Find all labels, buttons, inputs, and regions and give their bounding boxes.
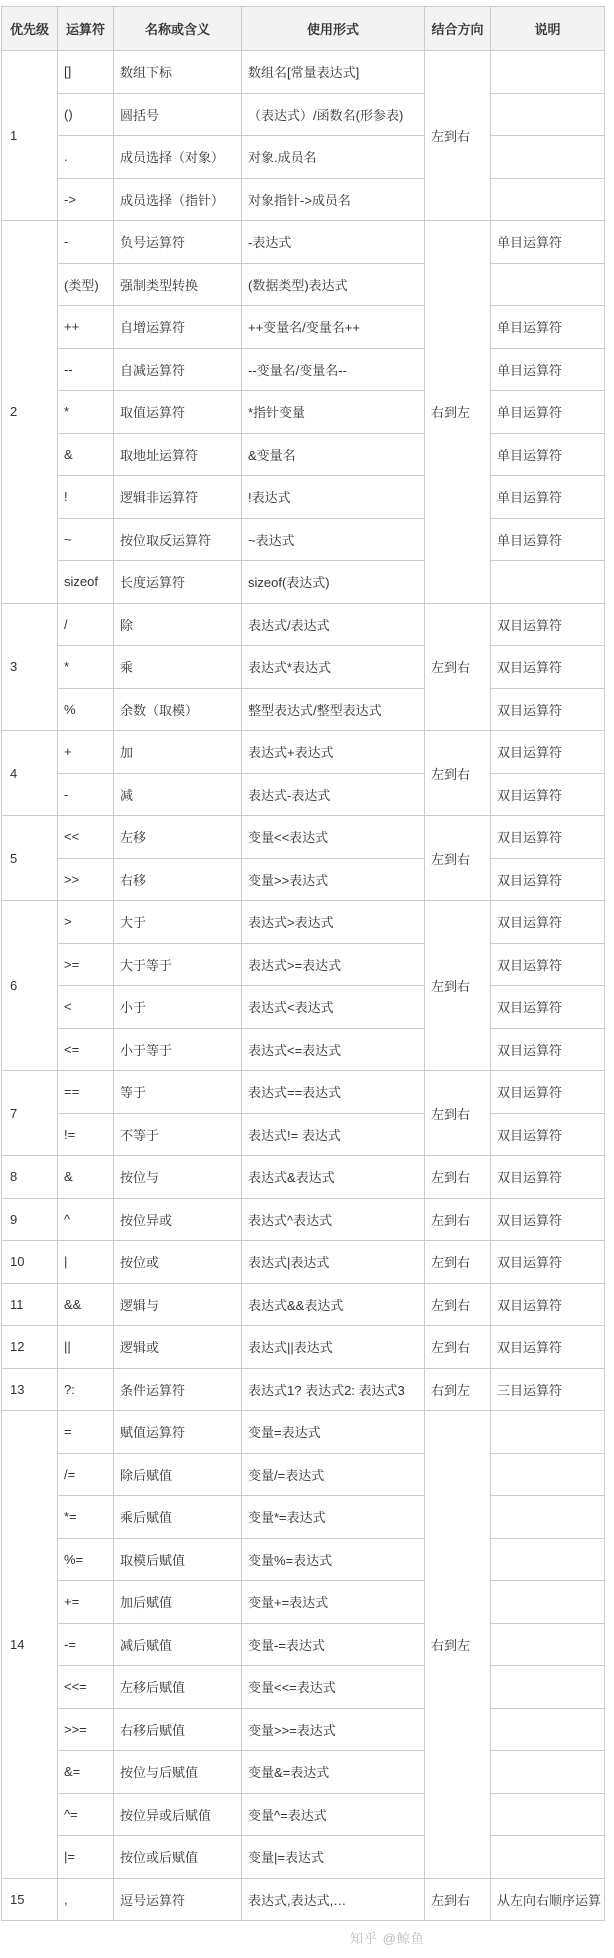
operator-precedence-table [1, 6, 605, 1921]
table-row [2, 1241, 605, 1284]
note-cell: 单目运算符 [491, 518, 605, 561]
table-row [2, 1751, 605, 1794]
table-row [2, 561, 605, 604]
usage-cell: 变量>>=表达式 [242, 1708, 425, 1751]
usage-cell: 变量<<=表达式 [242, 1666, 425, 1709]
table-row [2, 1028, 605, 1071]
usage-cell: 表达式|表达式 [242, 1241, 425, 1284]
name-cell: 强制类型转换 [114, 263, 242, 306]
table-row [2, 1453, 605, 1496]
name-cell: 右移 [114, 858, 242, 901]
note-cell: 双目运算符 [491, 688, 605, 731]
associativity-cell: 左到右 [425, 603, 491, 731]
note-cell: 双目运算符 [491, 1198, 605, 1241]
table-row [2, 51, 605, 94]
note-cell: 双目运算符 [491, 986, 605, 1029]
usage-cell: 表达式!= 表达式 [242, 1113, 425, 1156]
name-cell: 负号运算符 [114, 221, 242, 264]
operator-cell: & [58, 1156, 114, 1199]
name-cell: 自增运算符 [114, 306, 242, 349]
note-cell: 双目运算符 [491, 1113, 605, 1156]
table-row [2, 1708, 605, 1751]
priority-cell: 3 [2, 603, 58, 731]
note-cell [491, 1836, 605, 1879]
usage-cell: &变量名 [242, 433, 425, 476]
table-row [2, 773, 605, 816]
header-associativity: 结合方向 [425, 7, 491, 51]
table-row [2, 858, 605, 901]
header-priority: 优先级 [2, 7, 58, 51]
operator-cell: >> [58, 858, 114, 901]
operator-cell: sizeof [58, 561, 114, 604]
operator-cell: << [58, 816, 114, 859]
note-cell: 双目运算符 [491, 901, 605, 944]
name-cell: 条件运算符 [114, 1368, 242, 1411]
usage-cell: 表达式-表达式 [242, 773, 425, 816]
operator-cell: |= [58, 1836, 114, 1879]
table-row [2, 1326, 605, 1369]
usage-cell: 表达式||表达式 [242, 1326, 425, 1369]
usage-cell: 变量-=表达式 [242, 1623, 425, 1666]
note-cell [491, 1666, 605, 1709]
priority-cell: 13 [2, 1368, 58, 1411]
operator-cell: /= [58, 1453, 114, 1496]
name-cell: 大于等于 [114, 943, 242, 986]
operator-cell: += [58, 1581, 114, 1624]
associativity-cell: 左到右 [425, 816, 491, 901]
name-cell: 逻辑或 [114, 1326, 242, 1369]
usage-cell: 变量=表达式 [242, 1411, 425, 1454]
name-cell: 等于 [114, 1071, 242, 1114]
associativity-cell: 左到右 [425, 1326, 491, 1369]
operator-cell: <= [58, 1028, 114, 1071]
note-cell [491, 136, 605, 179]
table-row [2, 816, 605, 859]
priority-cell: 2 [2, 221, 58, 604]
associativity-cell: 左到右 [425, 1241, 491, 1284]
usage-cell: 表达式>表达式 [242, 901, 425, 944]
name-cell: 小于 [114, 986, 242, 1029]
usage-cell: 表达式&表达式 [242, 1156, 425, 1199]
table-body [2, 51, 605, 1921]
note-cell [491, 1708, 605, 1751]
operator-cell: ^ [58, 1198, 114, 1241]
table-row [2, 603, 605, 646]
table-row [2, 391, 605, 434]
note-cell [491, 1453, 605, 1496]
note-cell [491, 51, 605, 94]
operator-cell: + [58, 731, 114, 774]
name-cell: 成员选择（对象） [114, 136, 242, 179]
table-row [2, 1538, 605, 1581]
note-cell: 双目运算符 [491, 1326, 605, 1369]
note-cell [491, 1496, 605, 1539]
operator-cell: >>= [58, 1708, 114, 1751]
table-row [2, 263, 605, 306]
priority-cell: 6 [2, 901, 58, 1071]
operator-cell: [] [58, 51, 114, 94]
name-cell: 除 [114, 603, 242, 646]
name-cell: 不等于 [114, 1113, 242, 1156]
usage-cell: ~表达式 [242, 518, 425, 561]
name-cell: 按位异或后赋值 [114, 1793, 242, 1836]
table-row [2, 1113, 605, 1156]
operator-cell: * [58, 391, 114, 434]
table-row [2, 1793, 605, 1836]
note-cell: 双目运算符 [491, 731, 605, 774]
operator-cell: (类型) [58, 263, 114, 306]
operator-cell: -= [58, 1623, 114, 1666]
priority-cell: 12 [2, 1326, 58, 1369]
table-row [2, 136, 605, 179]
name-cell: 小于等于 [114, 1028, 242, 1071]
operator-cell: *= [58, 1496, 114, 1539]
note-cell: 双目运算符 [491, 1283, 605, 1326]
note-cell: 单目运算符 [491, 476, 605, 519]
usage-cell: 表达式<表达式 [242, 986, 425, 1029]
associativity-cell: 左到右 [425, 1198, 491, 1241]
table-row [2, 433, 605, 476]
table-row [2, 688, 605, 731]
note-cell: 单目运算符 [491, 391, 605, 434]
note-cell: 单目运算符 [491, 433, 605, 476]
table-row [2, 1623, 605, 1666]
operator-cell: = [58, 1411, 114, 1454]
usage-cell: 表达式*表达式 [242, 646, 425, 689]
note-cell [491, 1793, 605, 1836]
operator-cell: ! [58, 476, 114, 519]
name-cell: 加 [114, 731, 242, 774]
name-cell: 按位异或 [114, 1198, 242, 1241]
associativity-cell: 左到右 [425, 731, 491, 816]
usage-cell: 对象指针->成员名 [242, 178, 425, 221]
priority-cell: 11 [2, 1283, 58, 1326]
operator-cell: % [58, 688, 114, 731]
note-cell: 双目运算符 [491, 816, 605, 859]
note-cell: 双目运算符 [491, 1156, 605, 1199]
priority-cell: 14 [2, 1411, 58, 1879]
note-cell [491, 1581, 605, 1624]
note-cell [491, 178, 605, 221]
name-cell: 乘 [114, 646, 242, 689]
associativity-cell: 左到右 [425, 1283, 491, 1326]
usage-cell: 表达式>=表达式 [242, 943, 425, 986]
name-cell: 逗号运算符 [114, 1878, 242, 1921]
table-row [2, 1878, 605, 1921]
name-cell: 减后赋值 [114, 1623, 242, 1666]
table-row [2, 1283, 605, 1326]
usage-cell: 数组名[常量表达式] [242, 51, 425, 94]
table-row [2, 986, 605, 1029]
usage-cell: *指针变量 [242, 391, 425, 434]
name-cell: 右移后赋值 [114, 1708, 242, 1751]
operator-cell: > [58, 901, 114, 944]
operator-cell: , [58, 1878, 114, 1921]
name-cell: 数组下标 [114, 51, 242, 94]
note-cell [491, 1411, 605, 1454]
usage-cell: 变量<<表达式 [242, 816, 425, 859]
operator-cell: - [58, 773, 114, 816]
name-cell: 按位取反运算符 [114, 518, 242, 561]
usage-cell: 表达式+表达式 [242, 731, 425, 774]
priority-cell: 1 [2, 51, 58, 221]
name-cell: 赋值运算符 [114, 1411, 242, 1454]
table-row [2, 476, 605, 519]
note-cell [491, 1538, 605, 1581]
name-cell: 加后赋值 [114, 1581, 242, 1624]
name-cell: 取地址运算符 [114, 433, 242, 476]
associativity-cell: 左到右 [425, 901, 491, 1071]
operator-cell: ?: [58, 1368, 114, 1411]
associativity-cell: 左到右 [425, 1071, 491, 1156]
usage-cell: 表达式==表达式 [242, 1071, 425, 1114]
table-row [2, 178, 605, 221]
name-cell: 余数（取模） [114, 688, 242, 731]
operator-cell: ^= [58, 1793, 114, 1836]
note-cell: 双目运算符 [491, 646, 605, 689]
note-cell: 双目运算符 [491, 943, 605, 986]
usage-cell: 整型表达式/整型表达式 [242, 688, 425, 731]
associativity-cell: 左到右 [425, 1156, 491, 1199]
table-row [2, 348, 605, 391]
usage-cell: 表达式&&表达式 [242, 1283, 425, 1326]
note-cell [491, 561, 605, 604]
table-row [2, 901, 605, 944]
table-row [2, 943, 605, 986]
watermark: 知乎 @鲸鱼 [350, 1931, 425, 1946]
associativity-cell: 左到右 [425, 51, 491, 221]
operator-cell: & [58, 433, 114, 476]
table-row [2, 1836, 605, 1879]
header-operator: 运算符 [58, 7, 114, 51]
name-cell: 按位与后赋值 [114, 1751, 242, 1794]
note-cell: 双目运算符 [491, 773, 605, 816]
header-name: 名称或含义 [114, 7, 242, 51]
usage-cell: 表达式<=表达式 [242, 1028, 425, 1071]
associativity-cell: 左到右 [425, 1878, 491, 1921]
operator-cell: ~ [58, 518, 114, 561]
usage-cell: 变量^=表达式 [242, 1793, 425, 1836]
table-header [2, 7, 605, 51]
usage-cell: (数据类型)表达式 [242, 263, 425, 306]
table-row [2, 306, 605, 349]
table-row [2, 1581, 605, 1624]
name-cell: 圆括号 [114, 93, 242, 136]
operator-cell: () [58, 93, 114, 136]
name-cell: 大于 [114, 901, 242, 944]
usage-cell: 变量/=表达式 [242, 1453, 425, 1496]
usage-cell: !表达式 [242, 476, 425, 519]
note-cell: 三目运算符 [491, 1368, 605, 1411]
name-cell: 取模后赋值 [114, 1538, 242, 1581]
operator-cell: <<= [58, 1666, 114, 1709]
usage-cell: 变量&=表达式 [242, 1751, 425, 1794]
operator-cell: -- [58, 348, 114, 391]
operator-cell: - [58, 221, 114, 264]
operator-cell: -> [58, 178, 114, 221]
table-row [2, 1198, 605, 1241]
table-row [2, 1411, 605, 1454]
associativity-cell: 右到左 [425, 1411, 491, 1879]
operator-cell: >= [58, 943, 114, 986]
usage-cell: ++变量名/变量名++ [242, 306, 425, 349]
operator-cell: == [58, 1071, 114, 1114]
priority-cell: 9 [2, 1198, 58, 1241]
usage-cell: 变量|=表达式 [242, 1836, 425, 1879]
operator-cell: %= [58, 1538, 114, 1581]
table-row [2, 93, 605, 136]
name-cell: 取值运算符 [114, 391, 242, 434]
associativity-cell: 右到左 [425, 221, 491, 604]
name-cell: 除后赋值 [114, 1453, 242, 1496]
table-row [2, 1666, 605, 1709]
note-cell [491, 1751, 605, 1794]
priority-cell: 4 [2, 731, 58, 816]
usage-cell: sizeof(表达式) [242, 561, 425, 604]
name-cell: 按位与 [114, 1156, 242, 1199]
table-row [2, 1496, 605, 1539]
operator-cell: | [58, 1241, 114, 1284]
note-cell: 从左向右顺序运算 [491, 1878, 605, 1921]
header-note: 说明 [491, 7, 605, 51]
associativity-cell: 右到左 [425, 1368, 491, 1411]
usage-cell: 变量*=表达式 [242, 1496, 425, 1539]
note-cell: 单目运算符 [491, 348, 605, 391]
priority-cell: 15 [2, 1878, 58, 1921]
table-row [2, 1368, 605, 1411]
name-cell: 成员选择（指针） [114, 178, 242, 221]
note-cell: 双目运算符 [491, 1028, 605, 1071]
table-row [2, 1156, 605, 1199]
usage-cell: 表达式1? 表达式2: 表达式3 [242, 1368, 425, 1411]
name-cell: 左移 [114, 816, 242, 859]
note-cell: 双目运算符 [491, 858, 605, 901]
usage-cell: （表达式）/函数名(形参表) [242, 93, 425, 136]
operator-cell: * [58, 646, 114, 689]
operator-cell: ++ [58, 306, 114, 349]
note-cell [491, 93, 605, 136]
name-cell: 左移后赋值 [114, 1666, 242, 1709]
usage-cell: --变量名/变量名-- [242, 348, 425, 391]
operator-cell: || [58, 1326, 114, 1369]
priority-cell: 7 [2, 1071, 58, 1156]
name-cell: 逻辑与 [114, 1283, 242, 1326]
note-cell: 双目运算符 [491, 1241, 605, 1284]
header-usage: 使用形式 [242, 7, 425, 51]
usage-cell: -表达式 [242, 221, 425, 264]
name-cell: 减 [114, 773, 242, 816]
operator-cell: / [58, 603, 114, 646]
operator-cell: && [58, 1283, 114, 1326]
operator-cell: . [58, 136, 114, 179]
usage-cell: 变量>>表达式 [242, 858, 425, 901]
note-cell: 双目运算符 [491, 1071, 605, 1114]
operator-cell: < [58, 986, 114, 1029]
priority-cell: 8 [2, 1156, 58, 1199]
note-cell [491, 263, 605, 306]
usage-cell: 对象.成员名 [242, 136, 425, 179]
priority-cell: 10 [2, 1241, 58, 1284]
name-cell: 按位或 [114, 1241, 242, 1284]
table-row [2, 646, 605, 689]
usage-cell: 变量+=表达式 [242, 1581, 425, 1624]
table-row [2, 518, 605, 561]
name-cell: 自减运算符 [114, 348, 242, 391]
operator-cell: &= [58, 1751, 114, 1794]
usage-cell: 表达式/表达式 [242, 603, 425, 646]
table-row [2, 731, 605, 774]
table-row [2, 1071, 605, 1114]
usage-cell: 变量%=表达式 [242, 1538, 425, 1581]
table-row [2, 221, 605, 264]
usage-cell: 表达式,表达式,… [242, 1878, 425, 1921]
usage-cell: 表达式^表达式 [242, 1198, 425, 1241]
priority-cell: 5 [2, 816, 58, 901]
name-cell: 按位或后赋值 [114, 1836, 242, 1879]
name-cell: 长度运算符 [114, 561, 242, 604]
operator-cell: != [58, 1113, 114, 1156]
note-cell: 单目运算符 [491, 221, 605, 264]
name-cell: 乘后赋值 [114, 1496, 242, 1539]
header-row [2, 7, 605, 51]
note-cell: 单目运算符 [491, 306, 605, 349]
name-cell: 逻辑非运算符 [114, 476, 242, 519]
note-cell [491, 1623, 605, 1666]
note-cell: 双目运算符 [491, 603, 605, 646]
